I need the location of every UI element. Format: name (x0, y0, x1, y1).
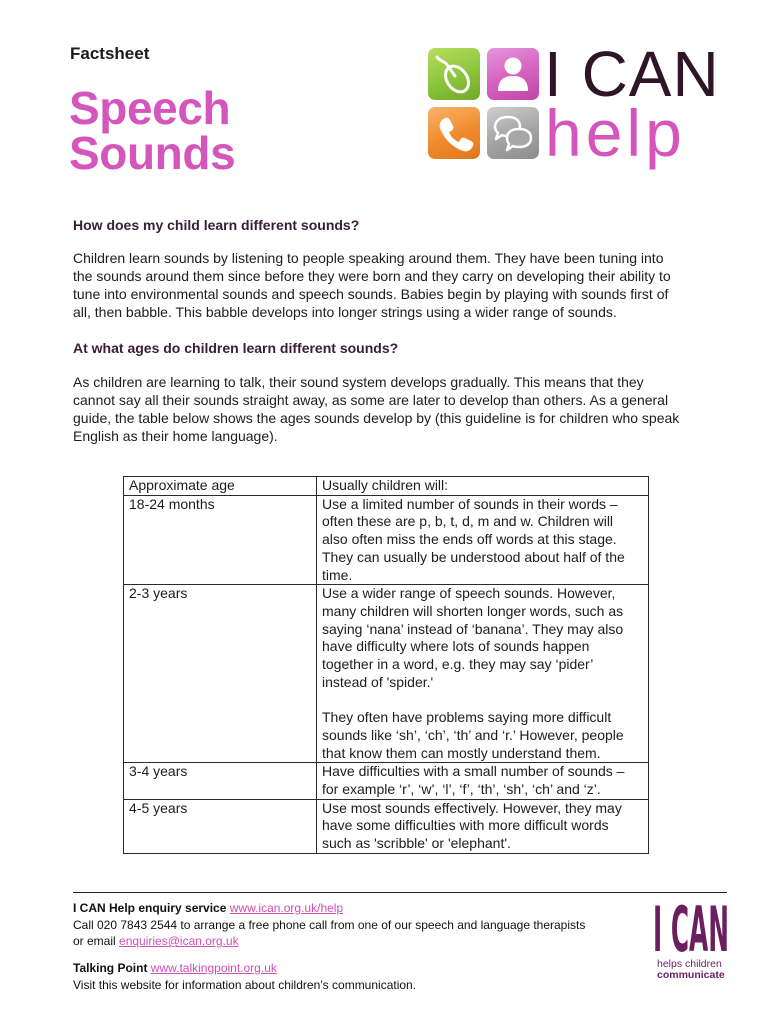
age-cell: 3-4 years (124, 763, 317, 799)
description-line: have some difficulties with more difficult words (322, 817, 609, 834)
footer-visit-line: Visit this website for information about children’s communication. (73, 978, 417, 992)
description-line: Use a wider range of speech sounds. However, (322, 585, 616, 602)
enquiry-service-label: I CAN Help enquiry service (73, 901, 227, 915)
paragraph-line: cannot say all their sounds straight away, as some are later to develop than others. As a general (73, 392, 669, 408)
description-line: that know them can mostly understand them. (322, 744, 601, 761)
age-cell: 18-24 months (124, 495, 317, 585)
section-paragraph-sound-ages (73, 373, 679, 445)
footer-email-line (73, 933, 239, 949)
description-line: for example ‘r’, ‘w’, ‘l’, ‘f’, ‘th’, ‘sh’, ‘ch’ and ‘z’. (322, 780, 601, 797)
paragraph-line: the sounds around them since before they were born and they carry on developing their ability to (73, 268, 671, 284)
description-cell (317, 495, 649, 585)
paragraph-line: guide, the table below shows the ages sounds develop by (this guideline is for children who speak (73, 410, 680, 426)
section-heading-sound-ages: At what ages do children learn different sounds? (73, 340, 399, 356)
footer-call-line: Call 020 7843 2544 to arrange a free phone call from one of our speech and language therapists (73, 918, 586, 932)
footer-talking-point-line (73, 960, 277, 976)
age-cell: 4-5 years (124, 799, 317, 853)
description-line: also often miss the ends off words at this stage. (322, 531, 617, 548)
speech-bubbles-icon (487, 107, 539, 159)
description-line: time. (322, 566, 353, 583)
enquiries-email-link[interactable]: enquiries@ican.org.uk (119, 934, 239, 948)
document-type-label: Factsheet (70, 44, 150, 63)
paragraph-line: tune into environmental sounds and speech sounds. Babies begin by playing with sounds first of (73, 286, 669, 302)
age-cell: 2-3 years (124, 585, 317, 763)
description-line: instead of 'spider.' (322, 673, 434, 690)
phone-tile (428, 107, 480, 159)
description-line: together in a word, e.g. they may say ‘pider’ (322, 656, 594, 673)
logo-wordmark-help: help (545, 96, 686, 170)
footer-enquiry-line (73, 900, 343, 916)
column-header-age: Approximate age (124, 477, 317, 496)
mouse-tile (428, 48, 480, 100)
page-title-line2: Sounds (69, 127, 236, 179)
logo-tagline-line2: communicate (657, 969, 725, 981)
footer-logo-text: I CAN (653, 901, 729, 955)
description-line: often these are p, b, t, d, m and w. Children will (322, 513, 614, 530)
description-cell (317, 585, 649, 763)
description-line: Have difficulties with a small number of sounds – (322, 763, 625, 780)
description-line: many children will shorten longer words, such as (322, 602, 624, 619)
description-line: They can usually be understood about half of the (322, 548, 625, 565)
logo-wordmark-ican: I CAN (544, 38, 720, 110)
mouse-icon (428, 48, 480, 100)
table-header-row (124, 477, 649, 496)
paragraph-line: all, then babble. This babble develops into longer strings using a wider range of sounds. (73, 304, 617, 320)
table-row (124, 799, 649, 853)
logo-tagline-line1: helps children (657, 958, 722, 970)
column-header-expectations: Usually children will: (317, 477, 649, 496)
paragraph-line: English as their home language). (73, 428, 278, 444)
description-line: have difficulty where lots of sounds happen (322, 638, 590, 655)
ican-help-link[interactable]: www.ican.org.uk/help (229, 901, 344, 915)
person-tile (487, 48, 539, 100)
paragraph-line: Children learn sounds by listening to people speaking around them. They have been tuning into (73, 250, 664, 266)
paragraph-line: As children are learning to talk, their sound system develops gradually. This means that they (73, 374, 644, 390)
page-title-line1: Speech (69, 82, 231, 134)
table-row (124, 495, 649, 585)
description-line: sounds like ‘sh’, ‘ch’, ‘th’ and ‘r.’ However, people (322, 726, 624, 743)
description-line: They often have problems saying more difficult (322, 709, 612, 726)
description-line: such as 'scribble' or 'elephant'. (322, 835, 511, 852)
footer-divider (73, 892, 727, 893)
page-title (69, 82, 236, 179)
speech-bubbles-tile (487, 107, 539, 159)
description-cell (317, 799, 649, 853)
table-row (124, 763, 649, 799)
section-paragraph-learning-sounds (73, 249, 671, 321)
talking-point-link[interactable]: www.talkingpoint.org.uk (150, 961, 277, 975)
table-row (124, 585, 649, 763)
description-line: saying ‘nana’ instead of ‘banana’. They may also (322, 620, 624, 637)
description-line: Use most sounds effectively. However, they may (322, 799, 622, 816)
phone-icon (428, 107, 480, 159)
speech-sounds-age-table (123, 476, 649, 854)
section-heading-learning-sounds: How does my child learn different sounds? (73, 217, 360, 233)
person-icon (487, 48, 539, 100)
description-line: Use a limited number of sounds in their words – (322, 495, 618, 512)
talking-point-label: Talking Point (73, 961, 148, 975)
email-prefix: or email (73, 934, 116, 948)
description-cell (317, 763, 649, 799)
ican-footer-logo (652, 901, 730, 955)
